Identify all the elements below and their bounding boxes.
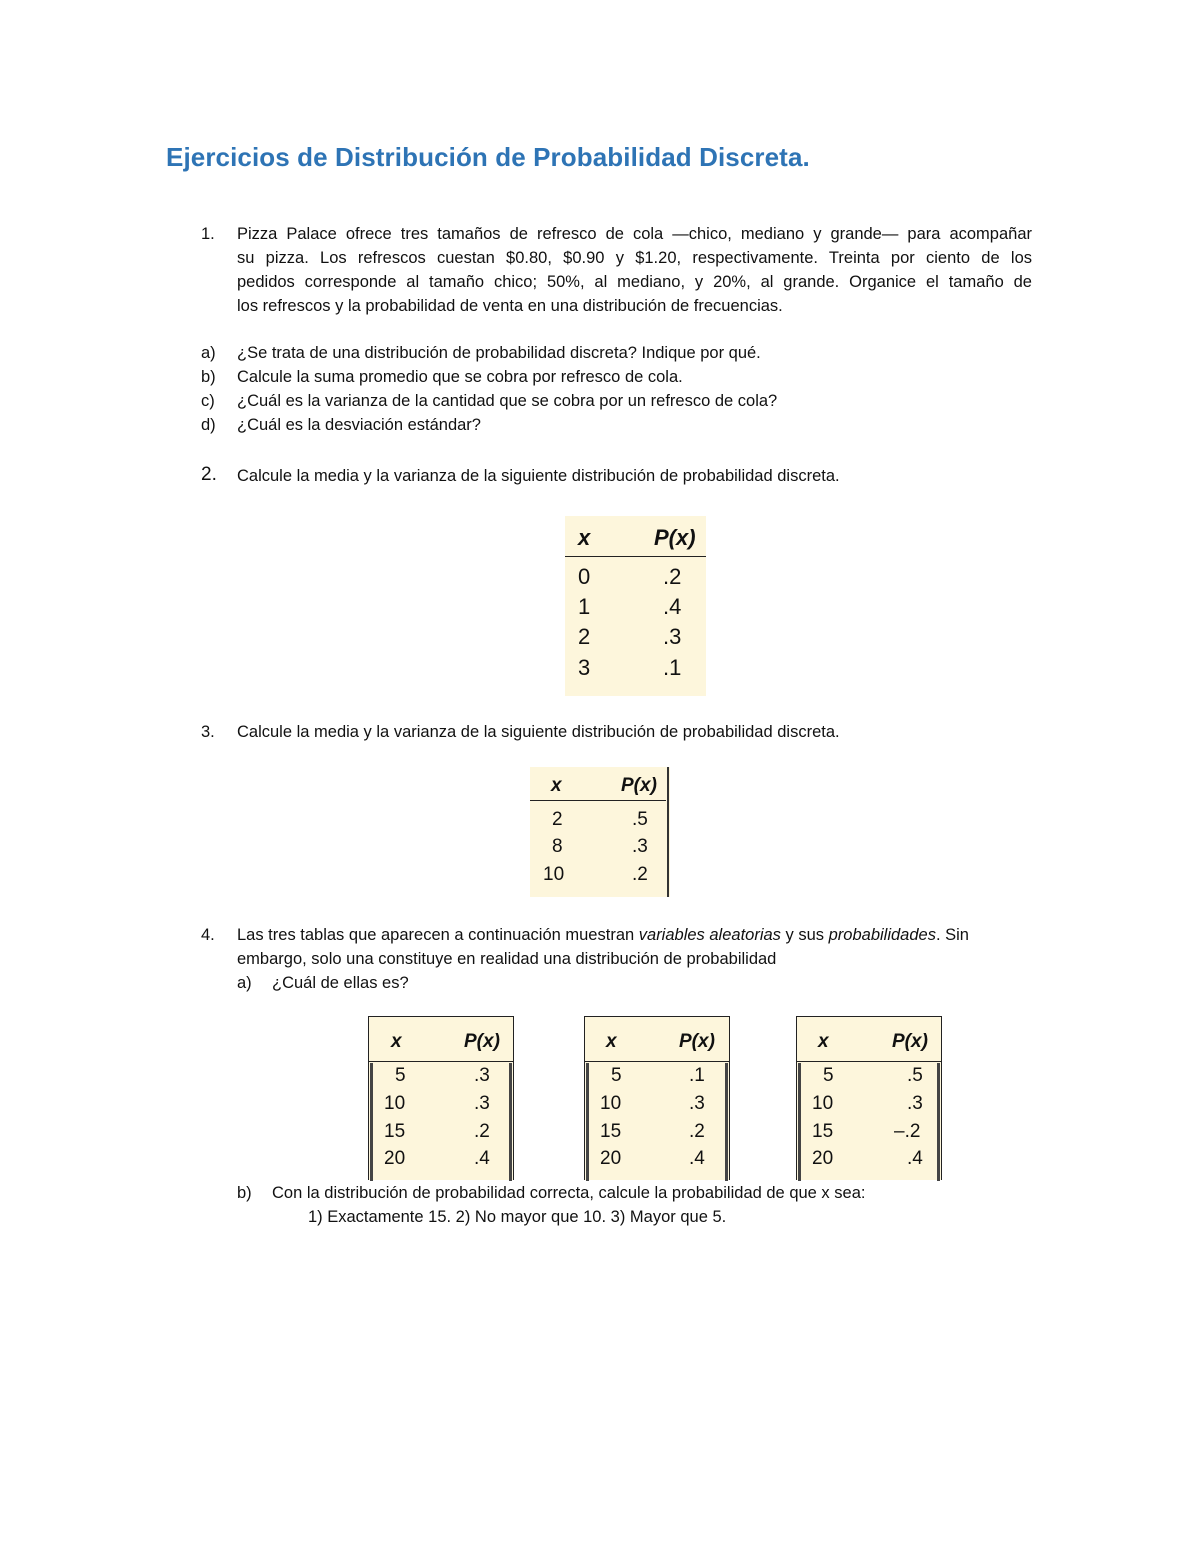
table-cell-p: .2 — [689, 1121, 705, 1142]
table-header-px: P(x) — [654, 525, 696, 550]
table-right-border — [937, 1063, 940, 1181]
q4-line1-text: . Sin — [935, 926, 969, 944]
table-cell-p: .2 — [632, 864, 648, 885]
table-right-border — [667, 767, 669, 897]
table-cell-x: 15 — [384, 1121, 406, 1142]
table-cell-p: .3 — [474, 1093, 490, 1114]
table-cell-p: .3 — [474, 1065, 490, 1086]
table-cell-x: 2 — [578, 624, 591, 649]
table-header-x: x — [578, 525, 591, 550]
table-left-border — [798, 1063, 801, 1181]
q1-sub-text: ¿Cuál es la varianza de la cantidad que se cobra por un refresco de cola? — [237, 392, 778, 410]
table-cell-p: .1 — [663, 655, 682, 680]
table-cell-x: 20 — [384, 1148, 406, 1169]
table-header-x: x — [606, 1031, 617, 1052]
q4-line1-italic: probabilidades — [828, 926, 936, 944]
q4-b-text: Con la distribución de probabilidad correcta, calcule la probabilidad de que x sea: — [272, 1184, 866, 1202]
table-cell-x: 15 — [812, 1121, 834, 1142]
q1-line: pedidos corresponde al tamaño chico; 50%, al mediano, y 20%, al grande. Organice el tamaño de — [237, 273, 1032, 291]
q2-table — [565, 516, 706, 696]
q3-table — [530, 767, 670, 897]
q4-b-line2: 1) Exactamente 15. 2) No mayor que 10. 3) Mayor que 5. — [308, 1208, 727, 1226]
table-cell-p: .3 — [632, 836, 648, 857]
q1-sub-label: c) — [201, 392, 215, 410]
q1-paragraph — [237, 222, 1032, 318]
q4-a-label: a) — [237, 974, 252, 992]
table-cell-x: 10 — [384, 1093, 406, 1114]
table-cell-p: .2 — [663, 564, 682, 589]
q4-line1 — [237, 923, 969, 947]
q1-line: su pizza. Los refrescos cuestan $0.80, $0.90 y $1.20, respectivamente. Treinta por ciento de los — [237, 249, 1032, 267]
q4-table-1 — [368, 1016, 514, 1180]
table-cell-p: .5 — [907, 1065, 923, 1086]
table-cell-x: 10 — [812, 1093, 834, 1114]
table-cell-x: 20 — [812, 1148, 834, 1169]
table-rule — [565, 556, 706, 557]
table-cell-x: 8 — [552, 836, 563, 857]
table-right-border — [509, 1063, 512, 1181]
q1-sub-text: ¿Cuál es la desviación estándar? — [237, 416, 481, 434]
q3-number: 3. — [201, 723, 215, 741]
q1-sub-label: d) — [201, 416, 216, 434]
table-cell-x: 0 — [578, 564, 591, 589]
table-rule — [585, 1061, 729, 1062]
table-right-border — [725, 1063, 728, 1181]
q1-sub-label: b) — [201, 368, 216, 386]
q4-a-text: ¿Cuál de ellas es? — [272, 974, 409, 992]
table-cell-x: 5 — [823, 1065, 834, 1086]
table-header-px: P(x) — [621, 775, 657, 796]
table-cell-p: –.2 — [894, 1121, 921, 1142]
table-header-x: x — [391, 1031, 402, 1052]
table-left-border — [586, 1063, 589, 1181]
q2-number: 2. — [201, 464, 217, 485]
table-header-px: P(x) — [679, 1031, 715, 1052]
q1-line: los refrescos y la probabilidad de venta en una distribución de frecuencias. — [237, 297, 783, 315]
table-cell-x: 1 — [578, 594, 591, 619]
q1-line: Pizza Palace ofrece tres tamaños de refresco de cola —chico, mediano y grande— para acompañar — [237, 225, 1032, 243]
table-cell-x: 10 — [600, 1093, 622, 1114]
table-header-x: x — [818, 1031, 829, 1052]
q1-sub-label: a) — [201, 344, 216, 362]
table-cell-p: .4 — [689, 1148, 705, 1169]
table-left-border — [370, 1063, 373, 1181]
q3-text: Calcule la media y la varianza de la siguiente distribución de probabilidad discreta. — [237, 723, 840, 741]
table-header-x: x — [551, 775, 562, 796]
table-cell-x: 15 — [600, 1121, 622, 1142]
q4-b-label: b) — [237, 1184, 252, 1202]
table-cell-p: .3 — [689, 1093, 705, 1114]
table-cell-p: .5 — [632, 809, 648, 830]
q1-number: 1. — [201, 225, 215, 243]
table-cell-x: 5 — [611, 1065, 622, 1086]
q2-text: Calcule la media y la varianza de la siguiente distribución de probabilidad discreta. — [237, 467, 840, 485]
q4-line1-text: y sus — [780, 926, 829, 944]
table-cell-p: .3 — [907, 1093, 923, 1114]
table-cell-p: .4 — [663, 594, 682, 619]
table-rule — [797, 1061, 941, 1062]
q4-line1-italic: variables aleatorias — [638, 926, 781, 944]
table-cell-x: 10 — [543, 864, 565, 885]
q4-table-3 — [796, 1016, 942, 1180]
q4-number: 4. — [201, 926, 215, 944]
page-title: Ejercicios de Distribución de Probabilidad Discreta. — [166, 142, 810, 172]
q4-line1-text: Las tres tablas que aparecen a continuación muestran — [237, 926, 639, 944]
table-cell-p: .4 — [907, 1148, 923, 1169]
table-header-px: P(x) — [892, 1031, 928, 1052]
table-cell-x: 5 — [395, 1065, 406, 1086]
q4-line2: embargo, solo una constituye en realidad una distribución de probabilidad — [237, 950, 777, 968]
table-cell-p: .2 — [474, 1121, 490, 1142]
q1-sub-text: ¿Se trata de una distribución de probabilidad discreta? Indique por qué. — [237, 344, 761, 362]
q1-sub-text: Calcule la suma promedio que se cobra por refresco de cola. — [237, 368, 683, 386]
table-header-px: P(x) — [464, 1031, 500, 1052]
table-rule — [530, 800, 666, 801]
table-cell-x: 2 — [552, 809, 563, 830]
table-cell-x: 3 — [578, 655, 591, 680]
table-cell-p: .4 — [474, 1148, 490, 1169]
table-cell-x: 20 — [600, 1148, 622, 1169]
table-rule — [369, 1061, 513, 1062]
table-cell-p: .1 — [689, 1065, 705, 1086]
table-cell-p: .3 — [663, 624, 682, 649]
q4-table-2 — [584, 1016, 730, 1180]
